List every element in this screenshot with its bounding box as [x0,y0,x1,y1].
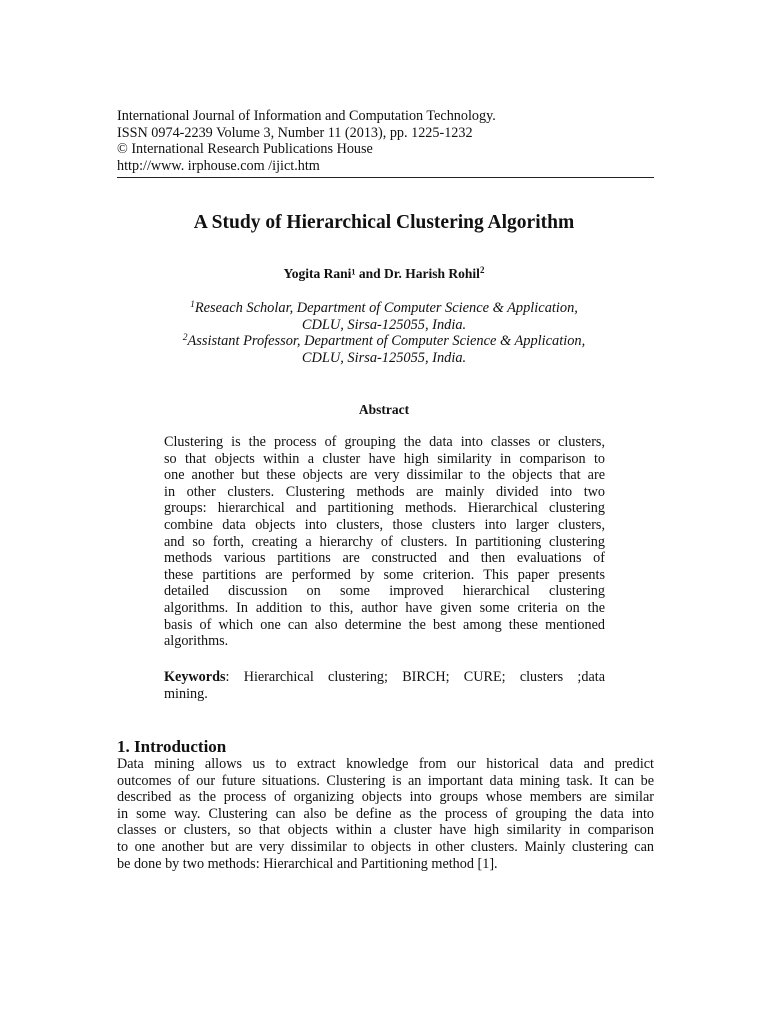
affiliation-1-line-1: Reseach Scholar, Department of Computer Science & Application, [194,300,578,316]
author-conjunction: and [355,266,385,281]
affiliation-2-line-2: CDLU, Sirsa-125055, India. [301,349,467,366]
affiliation-2-line-1: Assistant Professor, Department of Computer Science & Application, [187,333,586,349]
keywords-line-2: mining. [164,685,208,702]
abstract-line: combine data objects into clusters, those clusters into larger clusters, [164,516,605,533]
journal-url: http://www. irphouse.com /ijict.htm [117,157,320,174]
journal-name: International Journal of Information and Computation Technology. [117,108,496,124]
abstract-line: Clustering is the process of grouping the data into classes or clusters, [164,434,605,450]
abstract-line: and so forth, creating a hierarchy of clusters. In partitioning clustering [164,533,605,550]
introduction-line: to one another but are very dissimilar to objects in other clusters. Mainly clustering can [117,838,654,855]
abstract-line: basis of which one can also determine the best among these mentioned [164,616,605,633]
abstract-line: in other clusters. Clustering methods are mainly divided into two [164,483,605,500]
abstract-line: these partitions are performed by some criterion. This paper presents [164,566,605,583]
introduction-body [117,756,654,872]
introduction-line: be done by two methods: Hierarchical and Partitioning method [1]. [117,855,498,872]
author-line [0,265,768,283]
keywords-line-1 [164,669,605,686]
abstract-line: algorithms. In addition to this, author have given some criteria on the [164,599,605,616]
issn-line: ISSN 0974-2239 Volume 3, Number 11 (2013), pp. 1225-1232 [117,124,473,141]
author-1-mark: ¹ [351,266,356,281]
abstract-heading: Abstract [358,402,410,417]
introduction-line: classes or clusters, so that objects within a cluster have high similarity in comparison [117,822,654,839]
keywords-list: : Hierarchical clustering; BIRCH; CURE; clusters ;data [225,669,605,685]
introduction-line: in some way. Clustering can also be define as the process of grouping the data into [117,805,654,822]
abstract-body [164,434,605,650]
introduction-line: outcomes of our future situations. Clustering is an important data mining task. It can be [117,772,654,789]
section-heading-introduction: 1. Introduction [117,737,227,756]
affiliation-2-mark: 2 [182,333,188,343]
affiliation-1-line-2: CDLU, Sirsa-125055, India. [301,316,467,333]
abstract-line: so that objects within a cluster have high similarity in comparison to [164,450,605,467]
author-1-name: Yogita Rani [283,266,352,281]
header-divider [117,177,654,178]
abstract-line: one another but these objects are very dissimilar to the objects that are [164,467,605,484]
keywords-label: Keywords [164,669,226,685]
affiliation-1 [0,300,768,333]
abstract-line: groups: hierarchical and partitioning methods. Hierarchical clustering [164,500,605,517]
publisher-line: © International Research Publications House [117,141,373,157]
paper-title: A Study of Hierarchical Clustering Algorithm [193,212,575,233]
author-2-mark: 2 [479,265,485,275]
introduction-line: described as the process of organizing objects into groups whose members are similar [117,789,654,806]
affiliation-1-mark: 1 [190,300,195,310]
keywords-block [164,669,605,702]
abstract-line: methods various partitions are constructed and then evaluations of [164,550,605,567]
abstract-line: algorithms. [164,633,229,650]
author-2-name: Dr. Harish Rohil [384,266,480,281]
introduction-line: Data mining allows us to extract knowledge from our historical data and predict [117,756,654,772]
journal-header [117,108,654,174]
abstract-line: detailed discussion on some improved hierarchical clustering [164,583,605,600]
affiliation-2 [0,333,768,366]
